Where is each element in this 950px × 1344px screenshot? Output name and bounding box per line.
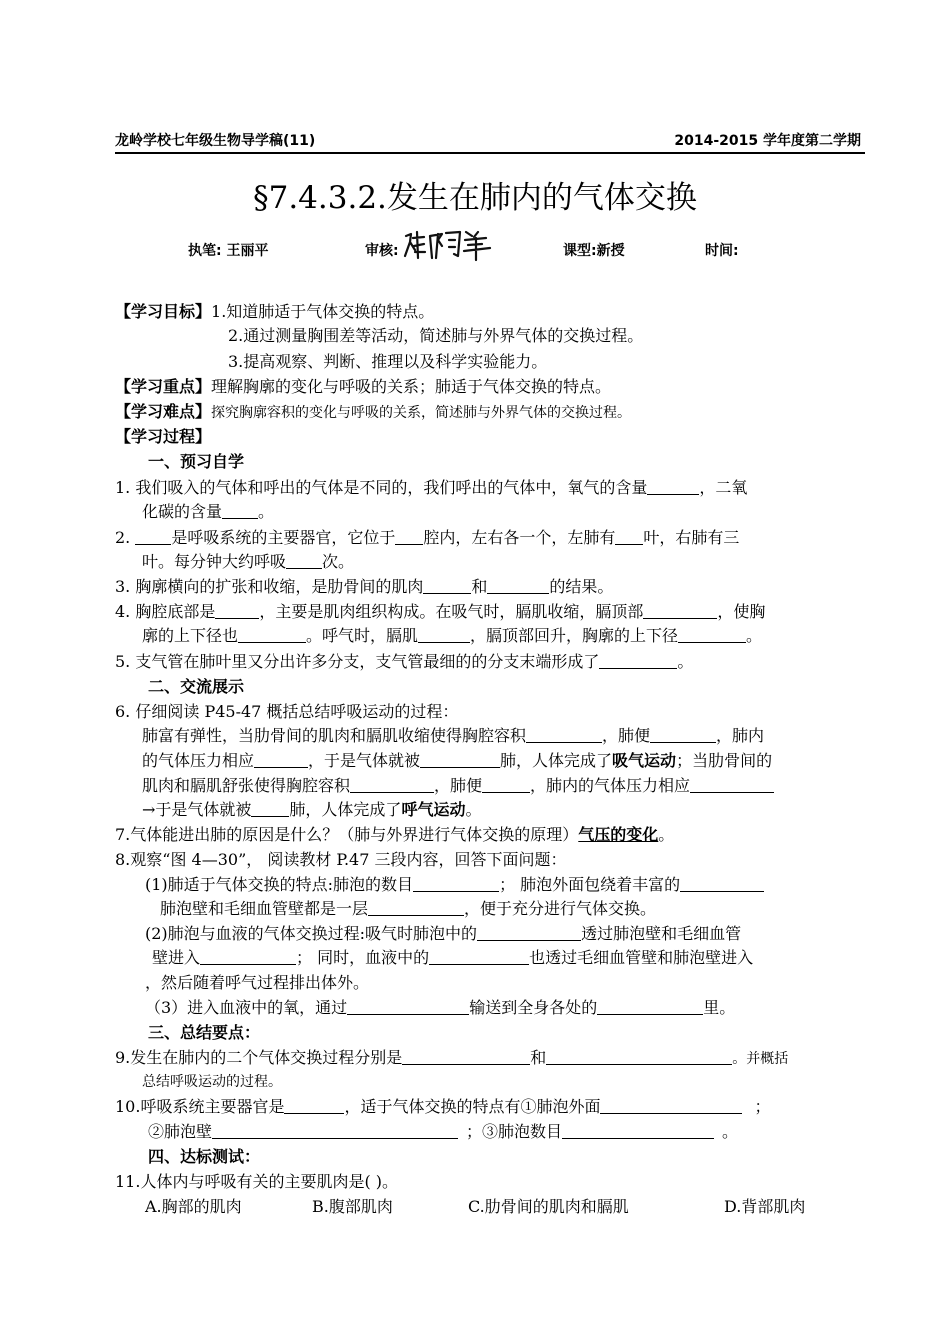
goal-line-2: 2.通过测量胸围差等活动，简述肺与外界气体的交换过程。 <box>228 326 644 345</box>
blank[interactable] <box>647 478 699 495</box>
blank[interactable] <box>413 875 499 892</box>
review-label: 审核: <box>365 243 399 259</box>
header-left: 龙岭学校七年级生物导学稿(11) <box>115 133 316 149</box>
blank[interactable] <box>423 577 471 594</box>
section-3-heading: 三、总结要点： <box>148 1023 261 1042</box>
q4-line-1: 4. 胸腔底部是 ，主要是肌肉组织构成。在吸气时，膈肌收缩，膈顶部 ，使胸 <box>115 602 766 621</box>
blank[interactable] <box>402 1048 530 1065</box>
q8-line-5: 壁进入 ； 同时，血液中的 也透过毛细血管壁和肺泡壁进入 <box>152 948 754 967</box>
q8-line-3: 肺泡壁和毛细血管壁都是一层 ，便于充分进行气体交换。 <box>160 899 657 918</box>
process-label: 【学习过程】 <box>115 427 212 446</box>
blank[interactable] <box>347 998 469 1015</box>
section-2-heading: 二、交流展示 <box>148 677 245 696</box>
header-right: 2014-2015 学年度第二学期 <box>674 133 861 149</box>
q1-line-1: 1. 我们吸入的气体和呼出的气体是不同的，我们呼出的气体中，氧气的含量 ，二氧 <box>115 478 748 497</box>
blank[interactable] <box>212 1122 458 1139</box>
time-label: 时间: <box>705 243 739 259</box>
blank[interactable] <box>368 899 464 916</box>
blank[interactable] <box>597 998 703 1015</box>
signature-handwriting <box>402 228 498 262</box>
q11-question: 11.人体内与呼吸有关的主要肌肉是( )。 <box>115 1172 399 1191</box>
q3-line: 3. 胸廓横向的扩张和收缩，是肋骨间的肌肉 和 的结果。 <box>115 577 614 596</box>
q10-line-2: ②肺泡壁 ；③肺泡数目 。 <box>148 1122 739 1141</box>
q6-line-3: 的气体压力相应 ，于是气体就被 肺，人体完成了吸气运动；当肋骨间的 <box>142 751 773 770</box>
q10-line-1: 10.呼吸系统主要器官是 ，适于气体交换的特点有①肺泡外面 ； <box>115 1097 771 1116</box>
blank[interactable] <box>286 552 322 569</box>
blank[interactable] <box>680 875 764 892</box>
goal-line-1: 【学习目标】1.知道肺适于气体交换的特点。 <box>115 302 435 321</box>
blank[interactable] <box>482 776 530 793</box>
blank[interactable] <box>615 528 643 545</box>
q9-line-2: 总结呼吸运动的过程。 <box>142 1074 282 1090</box>
blank[interactable] <box>418 626 470 643</box>
blank[interactable] <box>254 751 308 768</box>
q11-option-b[interactable]: B.腹部肌肉 <box>312 1197 393 1216</box>
goal-line-3: 3.提高观察、判断、推理以及科学实验能力。 <box>228 352 548 371</box>
blank[interactable] <box>429 948 529 965</box>
blank[interactable] <box>284 1097 344 1114</box>
blank[interactable] <box>251 800 289 817</box>
blank[interactable] <box>600 1097 742 1114</box>
blank[interactable] <box>487 577 549 594</box>
q4-line-2: 廓的上下径也 。呼气时，膈肌 ，膈顶部回升，胸廓的上下径 。 <box>142 626 763 645</box>
section-4-heading: 四、达标测试： <box>148 1147 261 1166</box>
q2-line-2: 叶。每分钟大约呼吸 次。 <box>142 552 355 571</box>
q1-line-2: 化碳的含量 。 <box>142 502 275 521</box>
difficult-point: 【学习难点】探究胸廓容积的变化与呼吸的关系，简述肺与外界气体的交换过程。 <box>115 402 632 421</box>
author: 执笔: 王丽平 <box>188 243 269 259</box>
key-point: 【学习重点】理解胸廓的变化与呼吸的关系；肺适于气体交换的特点。 <box>115 377 612 396</box>
q11-option-a[interactable]: A.胸部的肌肉 <box>145 1197 242 1216</box>
q8-line-7: （3）进入血液中的氧，通过 输送到全身各处的 里。 <box>145 998 736 1017</box>
blank[interactable] <box>350 776 434 793</box>
blank[interactable] <box>420 751 500 768</box>
blank[interactable] <box>200 948 296 965</box>
blank[interactable] <box>238 626 306 643</box>
blank[interactable] <box>215 602 259 619</box>
q2-line-1: 2. 是呼吸系统的主要器官，它位于 腔内，左右各一个，左肺有 叶，右肺有三 <box>115 528 740 547</box>
blank[interactable] <box>477 924 581 941</box>
q6-line-2: 肺富有弹性，当肋骨间的肌肉和膈肌收缩使得胸腔容积 ，肺便 ，肺内 <box>142 726 765 745</box>
blank[interactable] <box>678 626 746 643</box>
page-title: §7.4.3.2.发生在肺内的气体交换 <box>253 180 697 216</box>
q6-line-4: 肌肉和膈肌舒张使得胸腔容积 ，肺便 ，肺内的气体压力相应 <box>142 774 774 798</box>
q8-line-2: (1)肺适于气体交换的特点:肺泡的数目 ； 肺泡外面包绕着丰富的 <box>145 873 764 897</box>
blank[interactable] <box>135 528 171 545</box>
q5-line: 5. 支气管在肺叶里又分出许多分支，支气管最细的的分支末端形成了 。 <box>115 652 694 671</box>
blank[interactable] <box>690 776 774 793</box>
blank[interactable] <box>643 602 717 619</box>
q11-option-c[interactable]: C.肋骨间的肌肉和膈肌 <box>468 1197 629 1216</box>
blank[interactable] <box>222 502 258 519</box>
q7-line: 7.气体能进出肺的原因是什么？（肺与外界进行气体交换的原理）气压的变化。 <box>115 825 675 844</box>
blank[interactable] <box>546 1048 732 1065</box>
q8-line-6: ，然后随着呼气过程排出体外。 <box>145 973 370 992</box>
blank[interactable] <box>599 652 677 669</box>
lesson-type: 课型:新授 <box>563 243 625 259</box>
blank[interactable] <box>650 726 716 743</box>
blank[interactable] <box>395 528 423 545</box>
q6-line-5: →于是气体就被 肺，人体完成了呼气运动。 <box>142 800 482 819</box>
page-header <box>115 128 865 154</box>
section-1-heading: 一、预习自学 <box>148 452 245 471</box>
q8-line-1: 8.观察“图 4—30”， 阅读教材 P.47 三段内容，回答下面问题： <box>115 850 567 869</box>
q9-line-1: 9.发生在肺内的二个气体交换过程分别是 和 。并概括 <box>115 1048 789 1067</box>
q11-option-d[interactable]: D.背部肌肉 <box>724 1197 806 1216</box>
blank[interactable] <box>526 726 602 743</box>
q6-line-1: 6. 仔细阅读 P45-47 概括总结呼吸运动的过程： <box>115 702 459 721</box>
blank[interactable] <box>562 1122 714 1139</box>
q8-line-4: (2)肺泡与血液的气体交换过程:吸气时肺泡中的 透过肺泡壁和毛细血管 <box>145 924 742 943</box>
